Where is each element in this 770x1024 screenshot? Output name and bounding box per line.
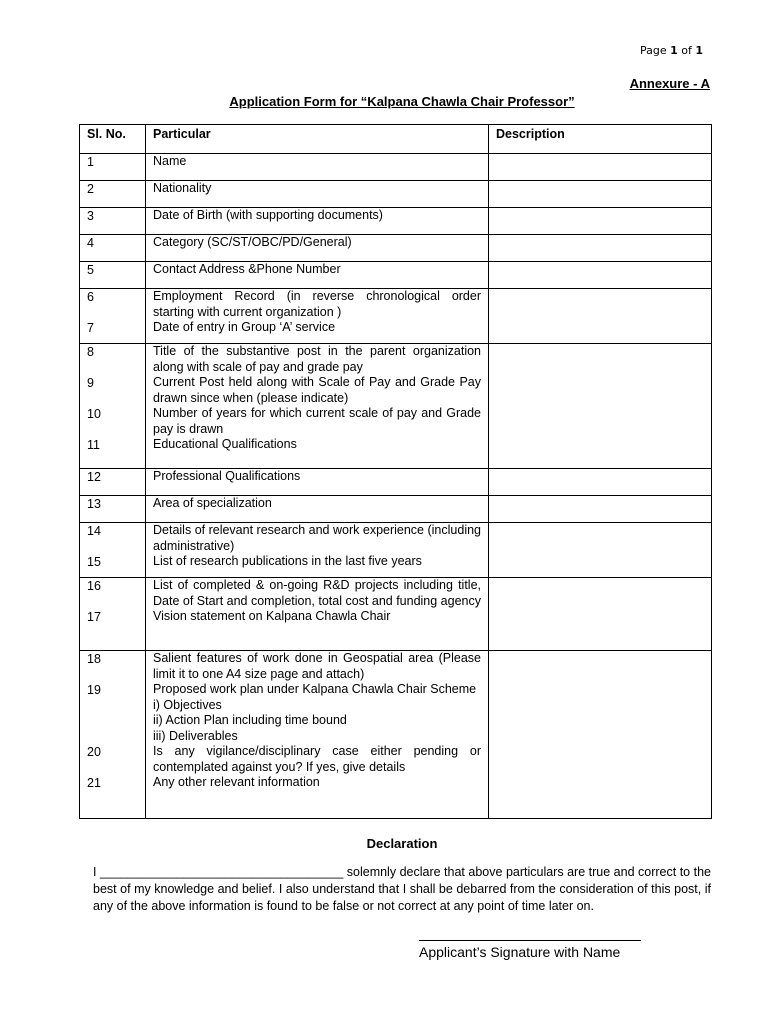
table-row [80,208,712,235]
particular-text: Area of specialization [153,496,272,510]
signature-line [419,940,641,941]
sub-item: iii) Deliverables [153,728,238,743]
table-row [80,181,712,208]
sl-no-text: 7 [87,320,94,335]
description-cell[interactable] [489,496,712,523]
sub-item: i) Objectives [153,697,222,712]
sl-no-text: 10 [87,406,101,421]
sl-no-text: 6 [87,289,94,304]
particular-text: List of completed & on-going R&D projects including title, Date of Start and completion, total cost and funding agency [153,578,481,608]
description-cell[interactable] [489,235,712,262]
table-row [80,651,712,819]
table-row [80,469,712,496]
particular-text: Is any vigilance/disciplinary case either pending or contemplated against you? If yes, give details [153,744,481,774]
sub-item: ii) Action Plan including time bound [153,713,347,727]
table-row [80,154,712,181]
sl-no-text: 20 [87,744,101,759]
sl-no-text: 16 [87,578,101,593]
particular-text: Vision statement on Kalpana Chawla Chair [153,609,391,623]
sl-no-cell [80,154,146,181]
sl-no-text: 13 [87,496,101,511]
particular-cell [146,651,489,819]
table-row [80,496,712,523]
table-row [80,289,712,344]
annexure-label: Annexure - A [629,76,710,91]
declaration-text: I ___________________________________ solemnly declare that above particulars are true and correct to the best of my knowledge and belief. I also understand that I shall be debarred from the consideration of this post, if any of the above information is found to be false or not correct at any point of time later on. [93,865,711,913]
page-of: of [677,44,696,57]
sl-no-cell [80,235,146,262]
sl-no-cell [80,651,146,819]
sl-no-text: 19 [87,682,101,697]
description-cell[interactable] [489,469,712,496]
sl-no-text: 8 [87,344,94,359]
particular-cell [146,496,489,523]
description-cell[interactable] [489,262,712,289]
particular-text: Any other relevant information [153,775,320,789]
particular-cell [146,469,489,496]
particular-text: Employment Record (in reverse chronological order starting with current organization ) [153,289,481,319]
particular-text: Date of Birth (with supporting documents) [153,208,383,222]
particular-cell [146,344,489,469]
particular-text: Name [153,154,187,168]
sl-no-text: 3 [87,208,94,223]
sl-no-cell [80,469,146,496]
page-prefix: Page [640,44,671,57]
table-row [80,235,712,262]
header-description: Description [489,125,712,154]
header-sl-no: Sl. No. [80,125,146,154]
particular-cell [146,523,489,578]
sl-no-text: 17 [87,609,101,624]
particular-cell [146,235,489,262]
particular-text: Current Post held along with Scale of Pay and Grade Pay drawn since when (please indicate) [153,375,481,405]
sl-no-text: 15 [87,554,101,569]
sl-no-text: 4 [87,235,94,250]
particular-text: Professional Qualifications [153,469,301,483]
particular-cell [146,289,489,344]
sl-no-cell [80,496,146,523]
sl-no-cell [80,578,146,651]
particular-text: Title of the substantive post in the parent organization along with scale of pay and grade pay [153,344,481,374]
particular-text: Number of years for which current scale of pay and Grade pay is drawn [153,406,481,436]
table-header-row [80,125,712,154]
page-current: 1 [670,44,678,57]
particular-text: Contact Address &Phone Number [153,262,341,276]
description-cell[interactable] [489,154,712,181]
table-row [80,523,712,578]
sl-no-text: 1 [87,154,94,169]
particular-text: List of research publications in the last five years [153,554,422,568]
particular-text: Category (SC/ST/OBC/PD/General) [153,235,352,249]
page-number [640,44,703,57]
sl-no-cell [80,523,146,578]
sl-no-text: 9 [87,375,94,390]
sl-no-text: 5 [87,262,94,277]
table-row [80,262,712,289]
particular-cell [146,154,489,181]
particular-text: Date of entry in Group ‘A’ service [153,320,336,334]
sl-no-text: 21 [87,775,101,790]
particular-text: Salient features of work done in Geospatial area (Please limit it to one A4 size page and attach) [153,651,481,681]
description-cell[interactable] [489,181,712,208]
particular-cell [146,208,489,235]
sl-no-cell [80,208,146,235]
sl-no-cell [80,344,146,469]
table-row [80,578,712,651]
description-cell[interactable] [489,578,712,651]
header-particular: Particular [146,125,489,154]
sl-no-text: 2 [87,181,94,196]
particular-cell [146,262,489,289]
form-title: Application Form for “Kalpana Chawla Chair Professor” [229,94,575,109]
description-cell[interactable] [489,289,712,344]
table-row [80,344,712,469]
sl-no-cell [80,181,146,208]
sl-no-text: 14 [87,523,101,538]
sl-no-cell [80,262,146,289]
sl-no-text: 12 [87,469,101,484]
description-cell[interactable] [489,344,712,469]
sl-no-text: 11 [87,437,100,452]
sl-no-cell [80,289,146,344]
particular-cell [146,578,489,651]
application-table [79,124,712,819]
description-cell[interactable] [489,523,712,578]
particular-cell [146,181,489,208]
particular-text: Proposed work plan under Kalpana Chawla Chair Scheme [153,682,477,696]
description-cell[interactable] [489,208,712,235]
sl-no-text: 18 [87,651,101,666]
page-total: 1 [695,44,704,57]
particular-text: Details of relevant research and work experience (including administrative) [153,523,481,553]
signature-label: Applicant’s Signature with Name [419,944,621,960]
description-cell[interactable] [489,651,712,819]
particular-text: Nationality [153,181,212,195]
declaration-title: Declaration [366,836,438,851]
particular-text: Educational Qualifications [153,437,297,451]
